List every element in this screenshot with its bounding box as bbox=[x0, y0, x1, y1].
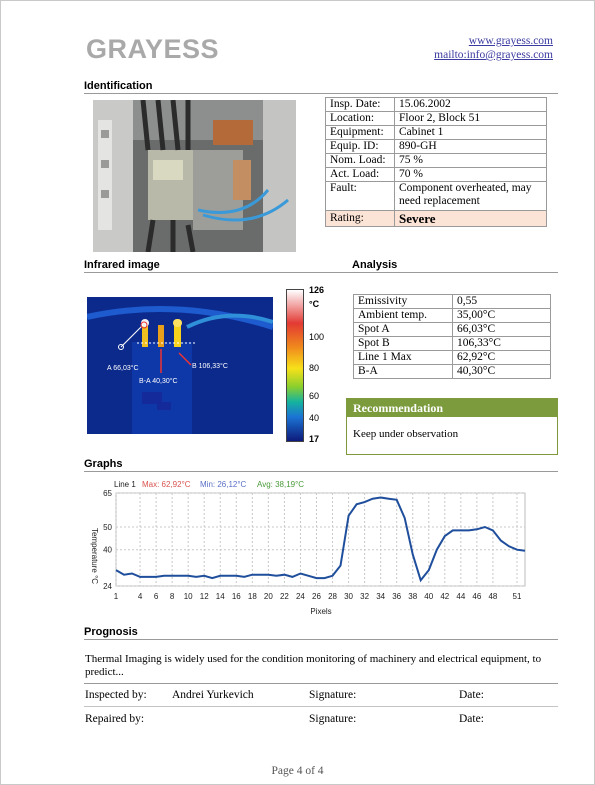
x-tick-label: 46 bbox=[472, 592, 482, 601]
table-row bbox=[354, 337, 551, 351]
row-label: B-A bbox=[354, 365, 453, 379]
row-value: 62,92°C bbox=[453, 351, 551, 365]
table-row bbox=[326, 98, 547, 112]
inspected-by-label: Inspected by: bbox=[85, 689, 147, 701]
recommendation-text: Keep under observation bbox=[353, 428, 459, 440]
row-value: 890-GH bbox=[395, 140, 547, 154]
row-label: Equip. ID: bbox=[326, 140, 395, 154]
inspector-name: Andrei Yurkevich bbox=[172, 689, 254, 701]
x-tick-label: 10 bbox=[183, 592, 193, 601]
divider bbox=[84, 272, 558, 273]
table-row bbox=[326, 154, 547, 168]
website-link[interactable]: www.grayess.com bbox=[468, 35, 553, 47]
legend-max: Max: 62,92°C bbox=[142, 480, 191, 489]
infrared-heading: Infrared image bbox=[84, 259, 160, 271]
row-value: 0,55 bbox=[453, 295, 551, 309]
row-label: Insp. Date: bbox=[326, 98, 395, 112]
analysis-table bbox=[353, 294, 551, 379]
row-label: Emissivity bbox=[354, 295, 453, 309]
x-tick-label: 12 bbox=[199, 592, 209, 601]
signature-label: Signature: bbox=[309, 713, 357, 725]
repaired-by-label: Repaired by: bbox=[85, 713, 145, 725]
signature-label: Signature: bbox=[309, 689, 357, 701]
recommendation-heading: Recommendation bbox=[347, 399, 557, 417]
rating-value: Severe bbox=[395, 211, 547, 227]
prognosis-text: Thermal Imaging is widely used for the condition monitoring of machinery and electrical equipment, to predict... bbox=[85, 653, 542, 678]
divider bbox=[84, 683, 558, 684]
row-value: 15.06.2002 bbox=[395, 98, 547, 112]
x-tick-label: 16 bbox=[231, 592, 241, 601]
table-row bbox=[354, 323, 551, 337]
date-label: Date: bbox=[459, 713, 484, 725]
row-label: Fault: bbox=[326, 182, 395, 211]
x-tick-label: 34 bbox=[376, 592, 386, 601]
table-row bbox=[354, 365, 551, 379]
scale-min: 17 bbox=[309, 434, 320, 444]
x-tick-label: 44 bbox=[456, 592, 466, 601]
x-tick-label: 42 bbox=[440, 592, 450, 601]
x-tick-label: 30 bbox=[344, 592, 354, 601]
rating-label: Rating: bbox=[326, 211, 395, 227]
row-label: Location: bbox=[326, 112, 395, 126]
divider bbox=[84, 471, 558, 472]
table-row bbox=[326, 168, 547, 182]
divider bbox=[84, 706, 558, 707]
row-value: 35,00°C bbox=[453, 309, 551, 323]
scale-tick: 60 bbox=[309, 391, 320, 401]
row-label: Spot B bbox=[354, 337, 453, 351]
scale-unit: °C bbox=[309, 299, 320, 309]
date-label: Date: bbox=[459, 689, 484, 701]
equipment-photo bbox=[93, 100, 296, 252]
legend-min: Min: 26,12°C bbox=[200, 480, 247, 489]
row-value: 66,03°C bbox=[453, 323, 551, 337]
row-value: 106,33°C bbox=[453, 337, 551, 351]
y-tick-label: 65 bbox=[103, 489, 112, 498]
x-tick-label: 1 bbox=[113, 592, 119, 601]
scale-tick: 80 bbox=[309, 363, 320, 373]
y-axis-label: Temperature °C bbox=[90, 527, 99, 585]
row-value: 40,30°C bbox=[453, 365, 551, 379]
x-tick-label: 51 bbox=[512, 592, 522, 601]
x-tick-label: 24 bbox=[295, 592, 305, 601]
prognosis-heading: Prognosis bbox=[84, 626, 138, 638]
x-axis-label: Pixels bbox=[310, 607, 332, 616]
scale-max: 126 bbox=[309, 285, 325, 295]
row-value: 75 % bbox=[395, 154, 547, 168]
row-value: Floor 2, Block 51 bbox=[395, 112, 547, 126]
row-label: Act. Load: bbox=[326, 168, 395, 182]
y-tick-label: 40 bbox=[103, 545, 112, 555]
plot-area bbox=[116, 493, 525, 586]
x-tick-label: 14 bbox=[215, 592, 225, 601]
y-tick-label: 24 bbox=[103, 582, 112, 591]
table-row bbox=[326, 126, 547, 140]
row-value: 70 % bbox=[395, 168, 547, 182]
identification-heading: Identification bbox=[84, 80, 153, 92]
x-tick-label: 32 bbox=[360, 592, 370, 601]
spot-ba-label: B-A 40,30°C bbox=[139, 378, 178, 385]
x-tick-label: 22 bbox=[279, 592, 289, 601]
x-tick-label: 36 bbox=[392, 592, 402, 601]
x-tick-label: 8 bbox=[169, 592, 175, 601]
table-row bbox=[354, 295, 551, 309]
spot-b-label: B 106,33°C bbox=[192, 363, 228, 370]
table-row bbox=[326, 112, 547, 126]
x-tick-label: 40 bbox=[424, 592, 434, 601]
x-tick-label: 20 bbox=[263, 592, 273, 601]
divider bbox=[84, 93, 558, 94]
row-label: Ambient temp. bbox=[354, 309, 453, 323]
analysis-heading: Analysis bbox=[352, 259, 398, 271]
table-row bbox=[326, 182, 547, 211]
spot-a-label: A 66,03°C bbox=[107, 365, 139, 372]
row-label: Spot A bbox=[354, 323, 453, 337]
legend-avg: Avg: 38,19°C bbox=[257, 480, 305, 489]
table-row bbox=[326, 140, 547, 154]
infrared-image bbox=[87, 297, 273, 434]
page-number: Page 4 of 4 bbox=[271, 765, 324, 777]
x-tick-label: 4 bbox=[137, 592, 143, 601]
x-tick-label: 28 bbox=[328, 592, 337, 601]
scale-tick: 40 bbox=[309, 413, 320, 423]
temperature-line-chart bbox=[84, 478, 529, 618]
scale-tick: 100 bbox=[309, 332, 325, 342]
email-link[interactable]: mailto:info@grayess.com bbox=[434, 49, 553, 61]
company-logo: GRAYESS bbox=[86, 34, 220, 64]
row-label: Line 1 Max bbox=[354, 351, 453, 365]
row-value: Component overheated, may need replacement bbox=[395, 182, 547, 211]
identification-table bbox=[325, 97, 547, 227]
legend-line: Line 1 bbox=[114, 480, 136, 489]
graphs-heading: Graphs bbox=[84, 458, 123, 470]
row-value: Cabinet 1 bbox=[395, 126, 547, 140]
row-label: Equipment: bbox=[326, 126, 395, 140]
x-tick-label: 18 bbox=[247, 592, 257, 601]
table-row bbox=[354, 309, 551, 323]
x-tick-label: 38 bbox=[408, 592, 418, 601]
y-tick-label: 50 bbox=[103, 523, 112, 533]
temperature-scale-bar bbox=[286, 289, 304, 442]
x-tick-label: 48 bbox=[488, 592, 498, 601]
recommendation-box bbox=[346, 398, 558, 455]
divider bbox=[84, 639, 558, 640]
row-label: Nom. Load: bbox=[326, 154, 395, 168]
table-row bbox=[354, 351, 551, 365]
x-tick-label: 26 bbox=[312, 592, 321, 601]
rating-row bbox=[326, 211, 547, 227]
x-tick-label: 6 bbox=[153, 592, 159, 601]
